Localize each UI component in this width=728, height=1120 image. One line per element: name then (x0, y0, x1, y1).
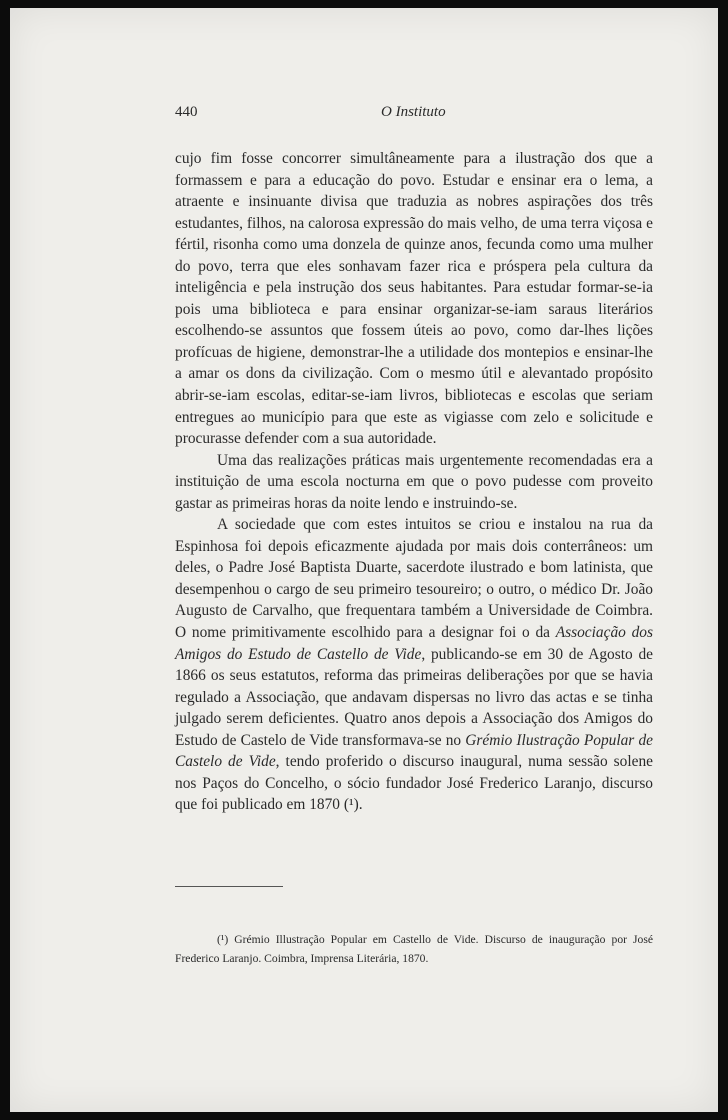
footnote-divider (175, 886, 283, 887)
body-text (175, 148, 653, 816)
paragraph-1: cujo fim fosse concorrer simultâneamente para a ilustração dos que a formassem e para a educação do povo. Estudar e ensinar era o lema, a atraente e insinuante divisa que traduzia as nobres aspirações dos três estudantes, filhos, na calorosa expressão do mais velho, de uma terra viçosa e fértil, risonha como uma donzela de quinze anos, fecunda como uma mulher do povo, terra que eles sonhavam fazer rica e próspera pela cultura da inteligência e pela instrução dos seus habitantes. Para estudar formar-se-ia pois uma biblioteca e para ensinar organizar-se-iam saraus literários escolhendo-se assuntos que fossem úteis ao povo, como dar-lhes lições profícuas de higiene, demonstrar-lhe a utilidade dos montepios e ensinar-lhe a amar os dons da civilização. Com o mesmo útil e alevantado propósito abrir-se-iam escolas, editar-se-iam livros, bibliotecas e escolas que seriam entregues ao município para que este as vigiasse com zelo e solicitude e procurasse defender com a sua autoridade. (175, 150, 653, 448)
book-page (10, 8, 718, 1112)
footnote-text: (¹) Grémio Illustração Popular em Castello de Vide. Discurso de inauguração por José Frederico Laranjo. Coimbra, Imprensa Literária, 1870. (175, 933, 653, 965)
footnote-reference: (¹) (343, 796, 359, 814)
paragraph-3-text-a: A sociedade que com estes intuitos se criou e instalou na rua da Espinhosa foi depois eficazmente ajudada por mais dois conterrâneos: um deles, o Padre José Baptista Duarte, sacerdote ilustrado e bom latinista, que desempenhou o cargo de seu primeiro tesoureiro; o outro, o médico Dr. João Augusto de Carvalho, que frequentara também a Universidade de Coimbra. O nome primitivamente escolhido para a designar foi o da (175, 516, 653, 642)
paragraph-3 (175, 514, 653, 816)
running-title: O Instituto (381, 104, 446, 120)
paragraph-2: Uma das realizações práticas mais urgentemente recomendadas era a instituição de uma escola nocturna em que o povo pudesse com proveito gastar as primeiras horas da noite lendo e instruindo-se. (175, 451, 653, 512)
paragraph-3-end: . (358, 796, 363, 814)
gremio-name: Grémio Ilustração Popular de Castelo de Vide (175, 731, 653, 771)
association-name: Associação dos Amigos do Estudo de Castello de Vide (175, 624, 653, 663)
page-number: 440 (175, 104, 198, 120)
paragraph-3-text-c: , tendo proferido o discurso inaugural, numa sessão solene nos Paços do Concelho, o sócio fundador José Frederico Laranjo, discurso que foi publicado em 1870 (175, 753, 653, 814)
footnote (175, 930, 653, 968)
paragraph-3-text-b: , publicando-se em 30 de Agosto de 1866 os seus estatutos, reforma das primeiras deliberações por que se havia regulado a Associação, que andavam dispersas no livro das actas e se tinha julgado serem deficientes. Quatro anos depois a Associação dos Amigos do Estudo de Castelo de Vide transformava-se no (175, 645, 653, 749)
